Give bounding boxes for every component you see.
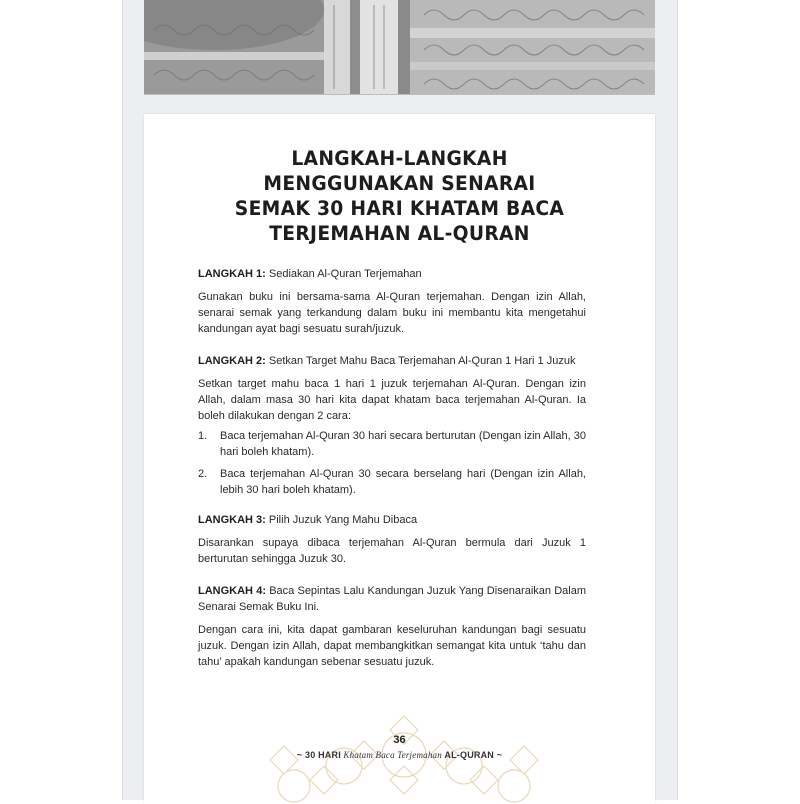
step-label: LANGKAH 2:	[198, 355, 266, 367]
step-title: Setkan Target Mahu Baca Terjemahan Al-Quran 1 Hari 1 Juzuk	[268, 355, 576, 367]
footer-title-suffix: AL-QURAN ~	[444, 750, 503, 760]
title-line: LANGKAH-LANGKAH	[291, 147, 508, 170]
step-title: Baca Sepintas Lalu Kandungan Juzuk Yang Disenaraikan Dalam Senarai Semak Buku Ini.	[198, 585, 586, 613]
list-number: 1.	[198, 430, 208, 442]
title-line: SEMAK 30 HARI KHATAM BACA	[234, 197, 565, 220]
list-item	[198, 428, 586, 460]
page-content	[198, 266, 586, 670]
step-heading	[198, 353, 586, 369]
step-body: Disarankan supaya dibaca terjemahan Al-Quran bermula dari Juzuk 1 berturutan sehingga Juzuk 30.	[198, 537, 586, 565]
step-2	[198, 353, 586, 498]
step-body: Setkan target mahu baca 1 hari 1 juzuk terjemahan Al-Quran. Dengan izin Allah, dalam masa 30 hari kita dapat khatam baca terjemahan Al-Quran. Ia boleh dilakukan dengan 2 cara:	[198, 378, 586, 422]
step-heading	[198, 266, 586, 282]
step-body: Gunakan buku ini bersama-sama Al-Quran terjemahan. Dengan izin Allah, senarai semak yang terkandung dalam buku ini membantu kita mengetahui kandungan ayat bagi sesuatu surah/juzuk.	[198, 291, 586, 335]
step-title: Sediakan Al-Quran Terjemahan	[268, 268, 422, 280]
page-number: 36	[393, 734, 406, 746]
previous-page-ornament-image	[144, 0, 655, 95]
step-4	[198, 583, 586, 670]
ornament-texture	[144, 0, 655, 94]
step-1	[198, 266, 586, 337]
title-line: MENGGUNAKAN SENARAI	[263, 172, 536, 195]
step-label: LANGKAH 3:	[198, 514, 266, 526]
step-title: Pilih Juzuk Yang Mahu Dibaca	[268, 514, 418, 526]
page-title	[154, 146, 645, 246]
list-text: Baca terjemahan Al-Quran 30 secara berselang hari (Dengan izin Allah, lebih 30 hari boleh khatam).	[220, 468, 586, 496]
step-3	[198, 512, 586, 567]
footer-book-title	[144, 750, 655, 760]
step-label: LANGKAH 4:	[198, 585, 266, 597]
method-list	[198, 428, 586, 498]
list-number: 2.	[198, 468, 208, 480]
step-heading	[198, 512, 586, 528]
list-item	[198, 466, 586, 498]
book-page	[144, 114, 655, 804]
footer-title-prefix: ~ 30 HARI	[296, 750, 341, 760]
step-body: Dengan cara ini, kita dapat gambaran keseluruhan kandungan bagi sesuatu juzuk. Dengan izin Allah, dapat membangkitkan semangat kita untuk ‘tahu dan tahu’ apakah kandungan sebenar sesuatu juzuk.	[198, 624, 586, 668]
step-heading	[198, 583, 586, 615]
title-line: TERJEMAHAN AL-QURAN	[269, 222, 530, 245]
page-footer	[144, 706, 655, 804]
list-text: Baca terjemahan Al-Quran 30 hari secara berturutan (Dengan izin Allah, 30 hari boleh khatam).	[220, 430, 586, 458]
step-label: LANGKAH 1:	[198, 268, 266, 280]
footer-title-italic: Khatam Baca Terjemahan	[343, 750, 442, 760]
